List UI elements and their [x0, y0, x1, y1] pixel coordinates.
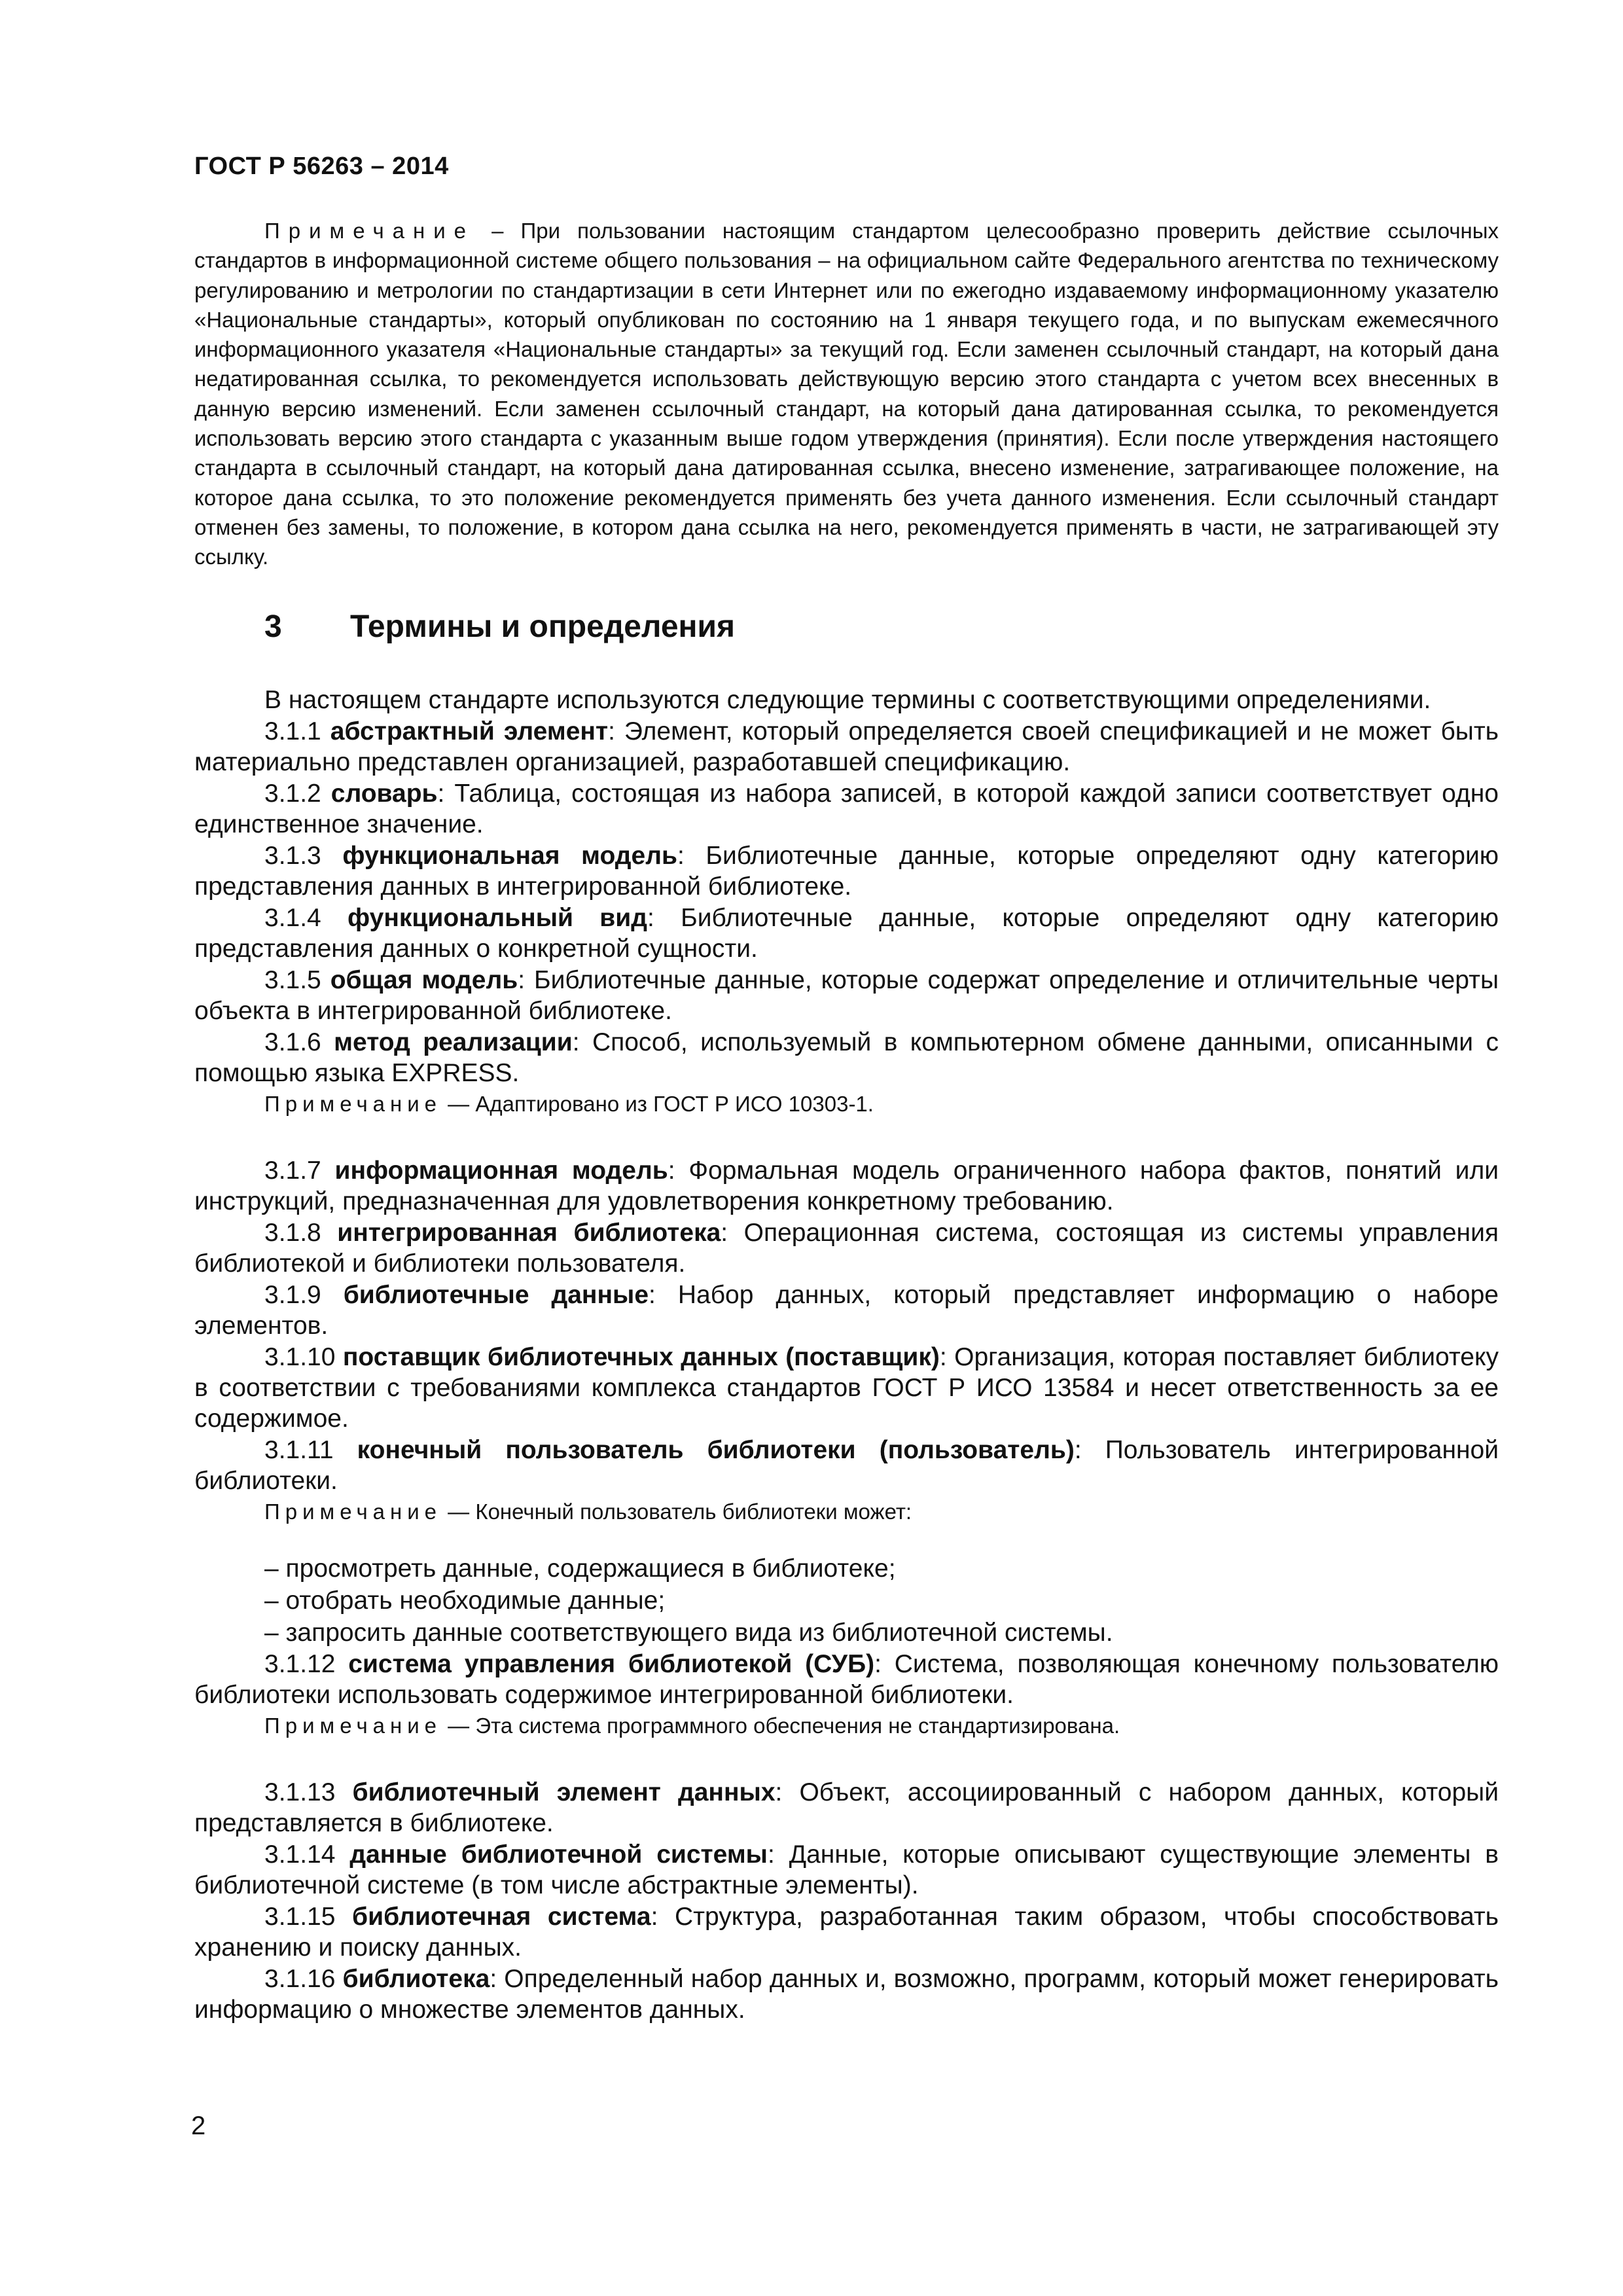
document-header: ГОСТ Р 56263 – 2014 — [194, 152, 449, 180]
term-number: 3.1.13 — [264, 1778, 336, 1806]
term-3-1-8 — [194, 1217, 1499, 1279]
note-3-1-11 — [194, 1497, 1499, 1526]
note-label: Примечание — [264, 1499, 442, 1524]
term-definition: : Элемент, который определяется своей спецификацией и не может быть материально представлен организацией, разработавшей спецификацию. — [194, 717, 1499, 776]
list-item: – отобрать необходимые данные; — [264, 1587, 666, 1615]
term-3-1-5 — [194, 965, 1499, 1026]
term-definition: : Объект, ассоциированный с набором данных, который представляется в библиотеке. — [194, 1778, 1499, 1837]
term-definition: : Формальная модель ограниченного набора фактов, понятий или инструкций, предназначенная для удовлетворения конкретному требованию. — [194, 1157, 1499, 1215]
term-name: интегрированная библиотека — [337, 1219, 721, 1247]
term-3-1-11 — [194, 1435, 1499, 1496]
reference-note — [194, 216, 1499, 572]
term-number: 3.1.10 — [264, 1343, 336, 1371]
term-3-1-7 — [194, 1155, 1499, 1217]
term-definition: : Набор данных, который представляет информацию о наборе элементов. — [194, 1281, 1499, 1340]
term-name: библиотечная система — [352, 1903, 651, 1931]
term-3-1-9 — [194, 1280, 1499, 1341]
list-item: – запросить данные соответствующего вида из библиотечной системы. — [264, 1619, 1113, 1647]
term-number: 3.1.11 — [264, 1436, 334, 1464]
term-3-1-3 — [194, 840, 1499, 902]
term-definition: : Пользователь интегрированной библиотеки. — [194, 1436, 1499, 1495]
page-number: 2 — [191, 2111, 206, 2140]
term-definition: : Система, позволяющая конечному пользователю библиотеки использовать содержимое интегрированной библиотеки. — [194, 1650, 1499, 1709]
note-text: — Эта система программного обеспечения не стандартизирована. — [442, 1713, 1120, 1738]
term-name: общая модель — [330, 966, 518, 994]
note-label: Примечание — [264, 219, 475, 243]
note-label: Примечание — [264, 1713, 442, 1738]
term-3-1-13 — [194, 1777, 1499, 1839]
term-name: библиотечный элемент данных — [352, 1778, 776, 1806]
note-label: Примечание — [264, 1092, 442, 1116]
term-definition: : Способ, используемый в компьютерном обмене данными, описанными с помощью языка EXPRESS. — [194, 1028, 1499, 1087]
spacer — [194, 1526, 1499, 1552]
term-name: метод реализации — [334, 1028, 573, 1056]
term-name: конечный пользователь библиотеки (пользователь) — [357, 1436, 1075, 1464]
note-3-1-6 — [194, 1089, 1499, 1119]
term-number: 3.1.14 — [264, 1840, 336, 1869]
note-text: — Адаптировано из ГОСТ Р ИСО 10303-1. — [442, 1092, 874, 1116]
term-3-1-2 — [194, 778, 1499, 840]
term-name: поставщик библиотечных данных (поставщик) — [342, 1343, 940, 1371]
note-text: – При пользовании настоящим стандартом целесообразно проверить действие ссылочных стандартов в информационной системе общего пользования – на официальном сайте Федерального агентства по техническому регулированию и метрологии по стандартизации в сети Интернет или по ежегодно издаваемому информационному указателю «Национальные стандарты», который опубликован по состоянию на 1 января текущего года, и по выпускам ежемесячного информационного указателя «Национальные стандарты» за текущий год. Если заменен ссылочный стандарт, на который дана недатированная ссылка, то рекомендуется использовать действующую версию этого стандарта с учетом всех внесенных в данную версию изменений. Если заменен ссылочный стандарт, на который дана датированная ссылка, то рекомендуется использовать версию этого стандарта с указанным выше годом утверждения (принятия). Если после утверждения настоящего стандарта в ссылочный стандарт, на который дана датированная ссылка, внесено изменение, затрагивающее положение, на которое дана ссылка, то это положение рекомендуется применять без учета данного изменения. Если ссылочный стандарт отменен без замены, то положение, в котором дана ссылка на него, рекомендуется применять в части, не затрагивающей эту ссылку. — [194, 219, 1499, 569]
term-number: 3.1.9 — [264, 1281, 321, 1309]
term-number: 3.1.2 — [264, 780, 321, 808]
term-number: 3.1.16 — [264, 1965, 336, 1993]
spacer — [194, 1740, 1499, 1777]
term-3-1-14 — [194, 1839, 1499, 1901]
term-name: библиотечные данные — [343, 1281, 649, 1309]
term-name: функциональный вид — [348, 904, 647, 932]
term-number: 3.1.8 — [264, 1219, 321, 1247]
section-number: 3 — [264, 609, 282, 644]
term-definition: : Таблица, состоящая из набора записей, в которой каждой записи соответствует одно единственное значение. — [194, 780, 1499, 838]
section-heading — [264, 609, 735, 645]
term-name: данные библиотечной системы — [349, 1840, 768, 1869]
term-3-1-6 — [194, 1027, 1499, 1088]
intro-paragraph: В настоящем стандарте используются следующие термины с соответствующими определениями. — [264, 686, 1431, 714]
term-definition: : Библиотечные данные, которые содержат определение и отличительные черты объекта в интегрированной библиотеке. — [194, 966, 1499, 1025]
term-name: абстрактный элемент — [330, 717, 609, 745]
term-number: 3.1.5 — [264, 966, 321, 994]
term-definition: : Определенный набор данных и, возможно, программ, который может генерировать информацию о множестве элементов данных. — [194, 1965, 1499, 2024]
term-name: функциональная модель — [342, 842, 677, 870]
term-definition: : Структура, разработанная таким образом, чтобы способствовать хранению и поиску данных. — [194, 1903, 1499, 1962]
term-3-1-1 — [194, 716, 1499, 778]
list-item: – просмотреть данные, содержащиеся в библиотеке; — [264, 1554, 896, 1583]
term-3-1-10 — [194, 1342, 1499, 1434]
term-3-1-4 — [194, 903, 1499, 964]
term-3-1-12 — [194, 1649, 1499, 1710]
term-number: 3.1.15 — [264, 1903, 336, 1931]
term-3-1-16 — [194, 1964, 1499, 2025]
note-3-1-12 — [194, 1711, 1499, 1740]
term-name: система управления библиотекой (СУБ) — [348, 1650, 875, 1678]
terms-body — [194, 685, 1499, 2026]
term-number: 3.1.1 — [264, 717, 321, 745]
term-definition: : Операционная система, состоящая из системы управления библиотекой и библиотеки пользователя. — [194, 1219, 1499, 1278]
term-definition: : Данные, которые описывают существующие элементы в библиотечной системе (в том числе абстрактные элементы). — [194, 1840, 1499, 1899]
term-name: информационная модель — [334, 1157, 668, 1185]
term-name: библиотека — [342, 1965, 490, 1993]
term-number: 3.1.6 — [264, 1028, 321, 1056]
term-number: 3.1.4 — [264, 904, 321, 932]
term-definition: : Организация, которая поставляет библиотеку в соответствии с требованиями комплекса стандартов ГОСТ Р ИСО 13584 и несет ответственность за ее содержимое. — [194, 1343, 1499, 1433]
term-name: словарь — [330, 780, 438, 808]
term-number: 3.1.12 — [264, 1650, 336, 1678]
term-definition: : Библиотечные данные, которые определяют одну категорию представления данных в интегрированной библиотеке. — [194, 842, 1499, 901]
term-number: 3.1.3 — [264, 842, 321, 870]
section-title: Термины и определения — [350, 609, 736, 644]
note-text: — Конечный пользователь библиотеки может: — [442, 1499, 912, 1524]
term-number: 3.1.7 — [264, 1157, 321, 1185]
term-definition: : Библиотечные данные, которые определяют одну категорию представления данных о конкретной сущности. — [194, 904, 1499, 963]
term-3-1-15 — [194, 1901, 1499, 1963]
spacer — [194, 1119, 1499, 1155]
